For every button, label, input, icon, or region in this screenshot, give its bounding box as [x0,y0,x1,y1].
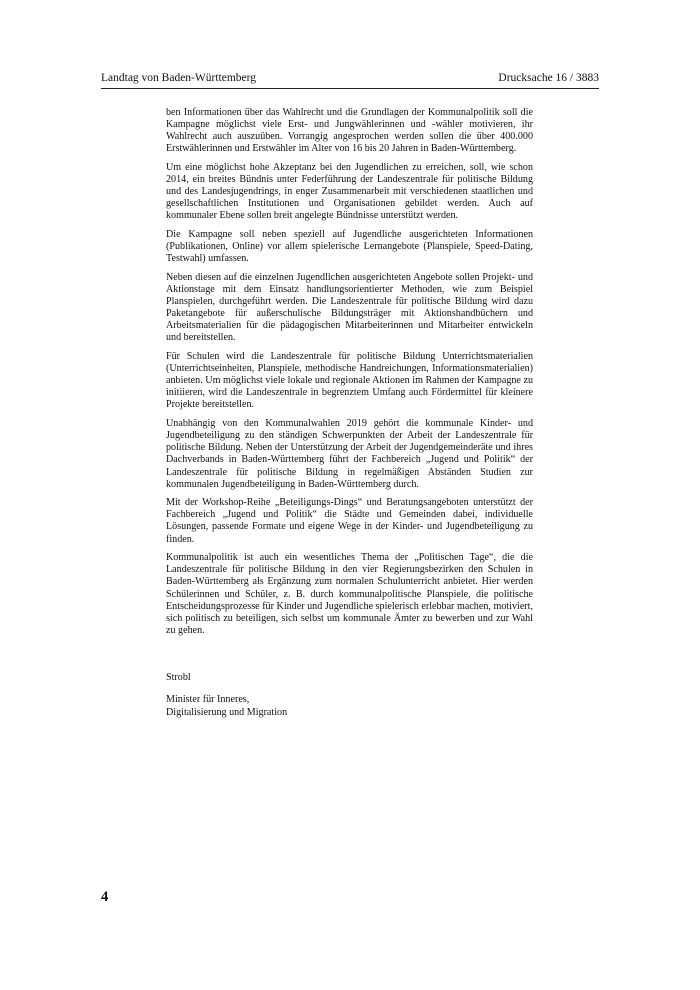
signature-block [166,672,533,719]
signatory-name: Strobl [166,672,191,683]
paragraph-6: Unabhängig von den Kommunalwahlen 2019 gehört die kommunale Kinder- und Jugendbeteiligung zu den ständigen Schwerpunkten der Arbeit der Landeszentrale für politische Bildung. Neben der Unterstützung der Arbeit der Jugendgemeinderäte und ihres Dachverbands in Baden-Württemberg führt der Fachbereich „Jugend und Politik“ der Landeszentrale für politische Bildung in regelmäßigen Abständen Studien zur kommunalen Jugendbeteiligung in Baden-Württemberg durch. [166,418,533,490]
paragraph-5: Für Schulen wird die Landeszentrale für politische Bildung Unterrichtsmaterialien (Unterrichtseinheiten, Planspiele, methodische Handreichungen, Informationsmaterialien) anbieten. Um möglichst viele lokale und regionale Aktionen im Rahmen der Kampagne zu initiieren, wird die Landeszentrale in begrenztem Umfang auch Fördermittel für kleinere Projekte bereitstellen. [166,351,533,411]
header-document-number: Drucksache 16 / 3883 [498,72,599,84]
paragraph-7: Mit der Workshop-Reihe „Beteiligungs-Dings“ und Beratungsangeboten unterstützt der Fachbereich „Jugend und Politik“ die Städte und Gemeinden dabei, individuelle Lösungen, passende Formate und eigene Wege in der Kinder- und Jugendbeteiligung zu finden. [166,497,533,545]
document-body [166,107,533,644]
paragraph-3: Die Kampagne soll neben speziell auf Jugendliche ausgerichteten Informationen (Publikationen, Online) vor allem spielerische Lernangebote (Planspiele, Speed-Dating, Testwahl) umfassen. [166,229,533,265]
page-number: 4 [101,889,109,905]
signatory-title-line-1: Minister für Inneres, [166,694,250,706]
paragraph-8: Kommunalpolitik ist auch ein wesentliches Thema der „Politischen Tage“, die die Landeszentrale für politische Bildung in den vier Regierungsbezirken den Schulen in Baden-Württemberg als Ergänzung zum normalen Schulunterricht anbietet. Hier werden Schülerinnen und Schüler, z. B. durch kommunalpolitische Planspiele, die politische Entscheidungsprozesse für Kinder und Jugendliche spielerisch erlebbar machen, motiviert, sich politisch zu beteiligen, sich selbst um kommunale Ämter zu bewerben und zur Wahl zu gehen. [166,552,533,636]
signatory-title-line-2: Digitalisierung und Migration [166,706,288,718]
header-parliament-name: Landtag von Baden-Württemberg [101,72,256,84]
paragraph-1: ben Informationen über das Wahlrecht und die Grundlagen der Kommunalpolitik soll die Kampagne möglichst viele Erst- und Jungwählerinnen und -wähler motivieren, ihr Wahlrecht auch auszuüben. Vorrangig angesprochen werden sollen die über 400.000 Erstwählerinnen und Erstwähler im Alter von 16 bis 20 Jahren in Baden-Württemberg. [166,107,533,155]
paragraph-2: Um eine möglichst hohe Akzeptanz bei den Jugendlichen zu erreichen, soll, wie schon 2014, ein breites Bündnis unter Federführung der Landeszentrale für politische Bildung und des Landesjugendrings, in enger Zusammenarbeit mit verschiedenen staatlichen und gesellschaftlichen Institutionen und Organisationen gebildet werden. Auch auf kommunaler Ebene sollen breit angelegte Bündnisse unterstützt werden. [166,161,533,222]
page-header [101,70,599,89]
paragraph-4: Neben diesen auf die einzelnen Jugendlichen ausgerichteten Angebote sollen Projekt- und Aktionstage mit dem Einsatz handlungsorientierter Methoden, wie zum Beispiel Planspielen, durchgeführt werden. Die Landeszentrale für politische Bildung wird dazu Paketangebote für außerschulische Bildungsträger mit Aktionshandbüchern und Arbeitsmaterialien für die pädagogischen Mitarbeiterinnen und Mitarbeiter entwickeln und bereitstellen. [166,271,533,344]
